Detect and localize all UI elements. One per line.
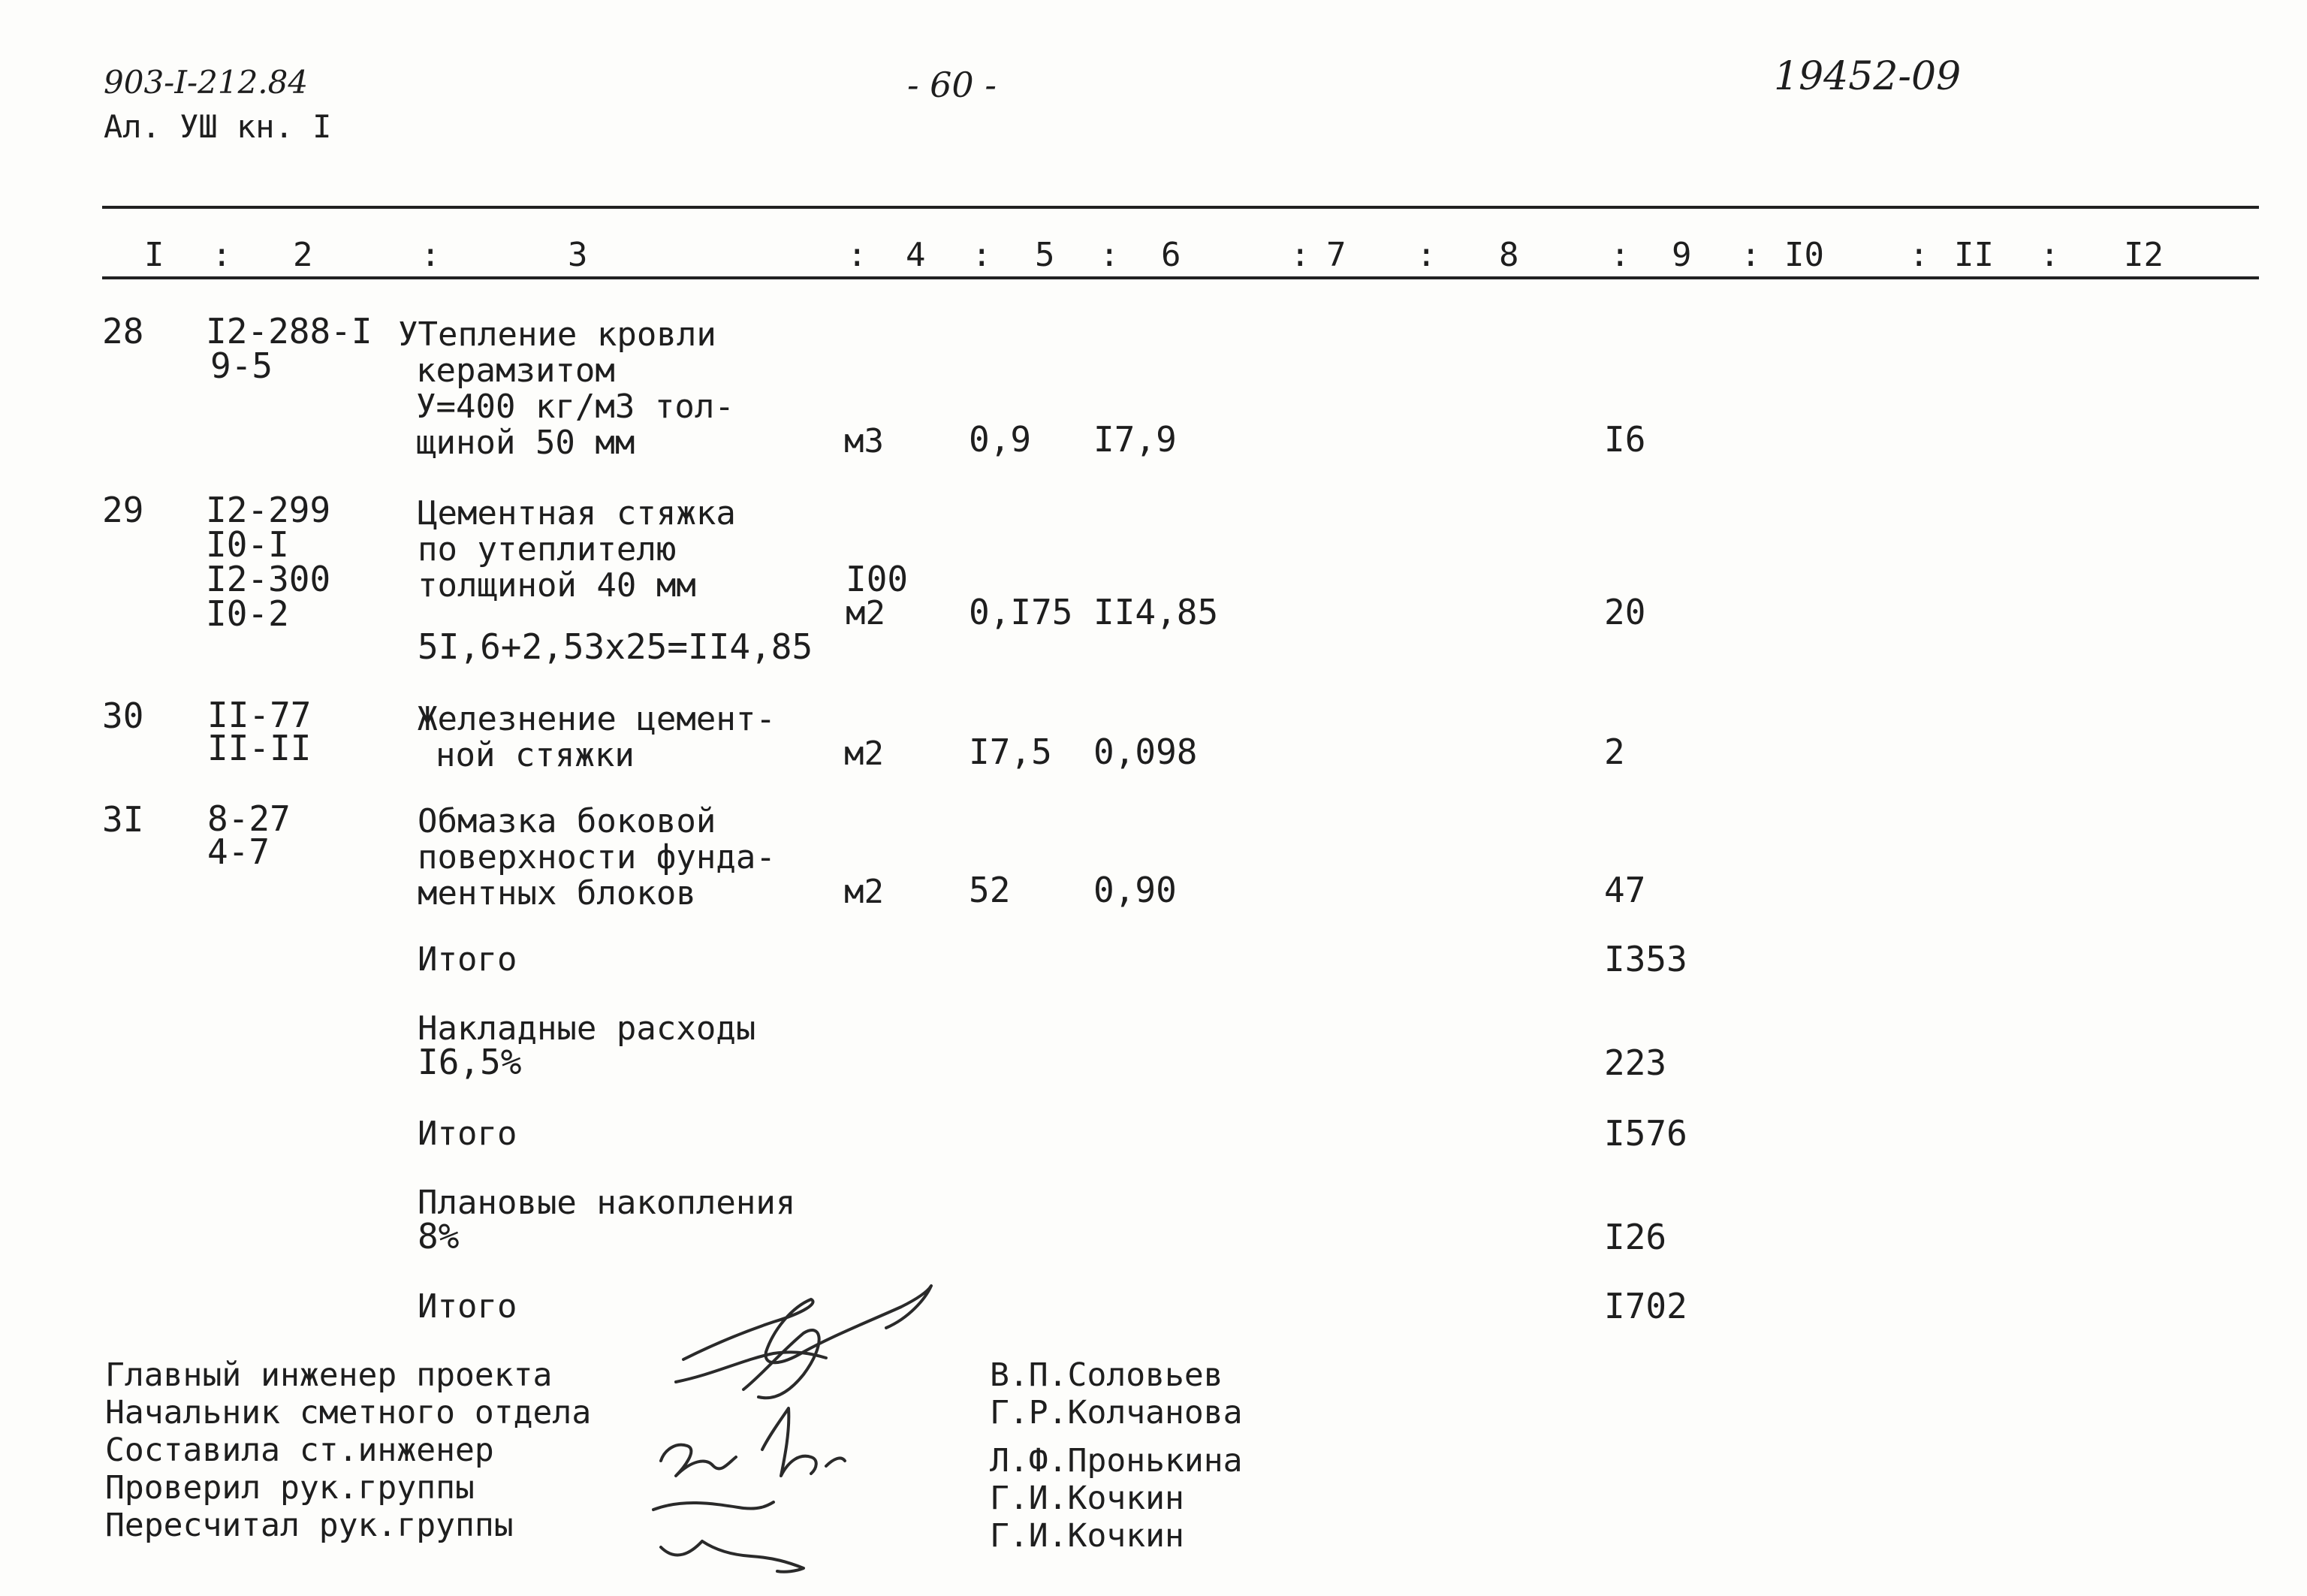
column-header-rule bbox=[102, 276, 2259, 279]
description-line: ной стяжки bbox=[436, 736, 635, 774]
description-line: щиной 50 мм bbox=[416, 424, 635, 462]
row-number: 30 bbox=[102, 695, 144, 736]
col-header-7: 7 bbox=[1326, 236, 1347, 274]
rate-codes bbox=[207, 695, 312, 768]
unit-price: 0,90 bbox=[1093, 870, 1177, 910]
col-separator: : bbox=[2040, 236, 2060, 274]
signature-role: Составила ст.инженер bbox=[105, 1432, 494, 1469]
rate-code: I0-2 bbox=[206, 593, 289, 634]
unit-price: 0,098 bbox=[1093, 732, 1198, 772]
col-header-5: 5 bbox=[1035, 236, 1055, 274]
signatory-name: Г.И.Кочкин bbox=[990, 1517, 1184, 1555]
rate-code: 8-27 bbox=[207, 798, 291, 839]
rate-codes bbox=[206, 311, 372, 386]
quantity: I7,5 bbox=[969, 732, 1052, 772]
page-number: - 60 - bbox=[907, 65, 997, 105]
summary-label: Итого bbox=[418, 1115, 517, 1153]
description-line: по утеплителю bbox=[418, 530, 677, 569]
description-line: Железнение цемент- bbox=[418, 700, 776, 738]
col-separator: : bbox=[1610, 236, 1630, 274]
unit-multiplier: I00 bbox=[846, 559, 909, 599]
album-book: Ал. УШ кн. I bbox=[104, 108, 332, 145]
col-header-6: 6 bbox=[1161, 236, 1181, 274]
summary-label-line: I6,5% bbox=[418, 1042, 522, 1082]
col-separator: : bbox=[1741, 236, 1761, 274]
signatory-name: Л.Ф.Пронькина bbox=[990, 1442, 1243, 1480]
description-line: ментных блоков bbox=[418, 874, 696, 913]
signatory-name: В.П.Соловьев bbox=[990, 1356, 1223, 1394]
summary-value: 223 bbox=[1604, 1042, 1667, 1083]
col-header-2: 2 bbox=[293, 236, 313, 274]
row-number: 29 bbox=[102, 490, 144, 530]
document-number: 19452-09 bbox=[1774, 54, 1962, 99]
description-line: УТепление кровли bbox=[398, 315, 716, 354]
unit bbox=[846, 559, 909, 632]
summary-label: Итого bbox=[418, 940, 517, 979]
summary-label-line: 8% bbox=[418, 1216, 460, 1257]
description-line: У=400 кг/м3 тол- bbox=[416, 388, 734, 426]
signature-stroke bbox=[683, 1286, 931, 1362]
col-separator: : bbox=[1290, 236, 1310, 274]
work-description bbox=[418, 701, 776, 774]
col-separator: : bbox=[972, 236, 992, 274]
summary-label bbox=[418, 1009, 756, 1082]
row-number: 28 bbox=[102, 311, 144, 351]
col-separator: : bbox=[421, 236, 441, 274]
unit-price: I7,9 bbox=[1093, 419, 1177, 460]
col-header-1: I bbox=[144, 236, 164, 274]
summary-value: I576 bbox=[1604, 1113, 1687, 1154]
summary-label: Итого bbox=[418, 1287, 517, 1326]
series-code bbox=[104, 66, 308, 99]
quantity: 52 bbox=[969, 870, 1011, 910]
quantity-calculation: 5I,6+2,53х25=II4,85 bbox=[418, 626, 813, 667]
description-line: Цементная стяжка bbox=[418, 494, 736, 533]
col-header-10: I0 bbox=[1784, 236, 1824, 274]
summary-label-line: Накладные расходы bbox=[418, 1009, 756, 1048]
rate-codes bbox=[206, 490, 331, 634]
summary-value: I702 bbox=[1604, 1286, 1687, 1326]
description-line: толщиной 40 мм bbox=[418, 566, 696, 605]
signature-role: Проверил рук.группы bbox=[105, 1469, 475, 1507]
quantity: 0,I75 bbox=[969, 592, 1073, 632]
signature-stroke bbox=[653, 1502, 774, 1510]
description-line: поверхности фунда- bbox=[418, 838, 776, 876]
table-top-rule bbox=[102, 206, 2259, 209]
col-header-12: I2 bbox=[2124, 236, 2164, 274]
col-header-9: 9 bbox=[1672, 236, 1692, 274]
unit-price: II4,85 bbox=[1093, 592, 1219, 632]
col-separator: : bbox=[212, 236, 232, 274]
signature-stroke bbox=[661, 1541, 804, 1572]
summary-value: I26 bbox=[1604, 1217, 1667, 1257]
series-code-text: 903-I-212.84 bbox=[104, 64, 309, 101]
rate-code: II-77 bbox=[207, 695, 312, 735]
rate-code: I2-288-I bbox=[206, 311, 372, 351]
handwritten-signatures bbox=[631, 1269, 1021, 1585]
col-header-8: 8 bbox=[1499, 236, 1519, 274]
summary-label bbox=[418, 1184, 796, 1257]
total-cost: 2 bbox=[1604, 732, 1625, 772]
col-separator: : bbox=[847, 236, 867, 274]
signature-role: Главный инженер проекта bbox=[105, 1356, 553, 1394]
rate-code: I0-I bbox=[206, 524, 289, 565]
quantity: 0,9 bbox=[969, 419, 1032, 460]
signature-roles bbox=[105, 1356, 591, 1544]
col-separator: : bbox=[1909, 236, 1929, 274]
unit: м2 bbox=[844, 735, 884, 773]
rate-code: I2-299 bbox=[206, 490, 331, 530]
signature-stroke bbox=[762, 1408, 816, 1476]
unit: м3 bbox=[844, 422, 884, 460]
unit-measure: м2 bbox=[846, 594, 885, 632]
signature-stroke bbox=[826, 1458, 845, 1466]
signature-stroke bbox=[676, 1352, 826, 1382]
work-description bbox=[418, 496, 736, 604]
signature-role: Пересчитал рук.группы bbox=[105, 1507, 514, 1544]
rate-code: I2-300 bbox=[206, 559, 331, 599]
row-number: 3I bbox=[102, 799, 144, 840]
rate-codes bbox=[207, 798, 291, 872]
col-header-11: II bbox=[1954, 236, 1994, 274]
col-separator: : bbox=[1099, 236, 1120, 274]
signature-stroke bbox=[743, 1330, 819, 1398]
rate-code: II-II bbox=[207, 728, 312, 768]
work-description bbox=[418, 804, 776, 912]
signatory-name: Г.Р.Колчанова bbox=[990, 1394, 1243, 1432]
col-header-4: 4 bbox=[906, 236, 926, 274]
work-description bbox=[398, 317, 734, 461]
total-cost: I6 bbox=[1604, 419, 1646, 460]
signature-names bbox=[990, 1356, 1243, 1555]
col-header-3: 3 bbox=[568, 236, 588, 274]
signature-stroke bbox=[661, 1445, 736, 1476]
total-cost: 20 bbox=[1604, 592, 1646, 632]
signatory-name: Г.И.Кочкин bbox=[990, 1480, 1184, 1517]
description-line: Обмазка боковой bbox=[418, 802, 716, 840]
unit: м2 bbox=[844, 873, 884, 911]
signature-role: Начальник сметного отдела bbox=[105, 1394, 592, 1432]
rate-code: 9-5 bbox=[210, 345, 273, 386]
summary-label-line: Плановые накопления bbox=[418, 1184, 796, 1222]
description-line: керамзитом bbox=[416, 351, 615, 390]
rate-code: 4-7 bbox=[207, 831, 270, 872]
total-cost: 47 bbox=[1604, 870, 1646, 910]
col-separator: : bbox=[1416, 236, 1437, 274]
summary-value: I353 bbox=[1604, 939, 1687, 979]
